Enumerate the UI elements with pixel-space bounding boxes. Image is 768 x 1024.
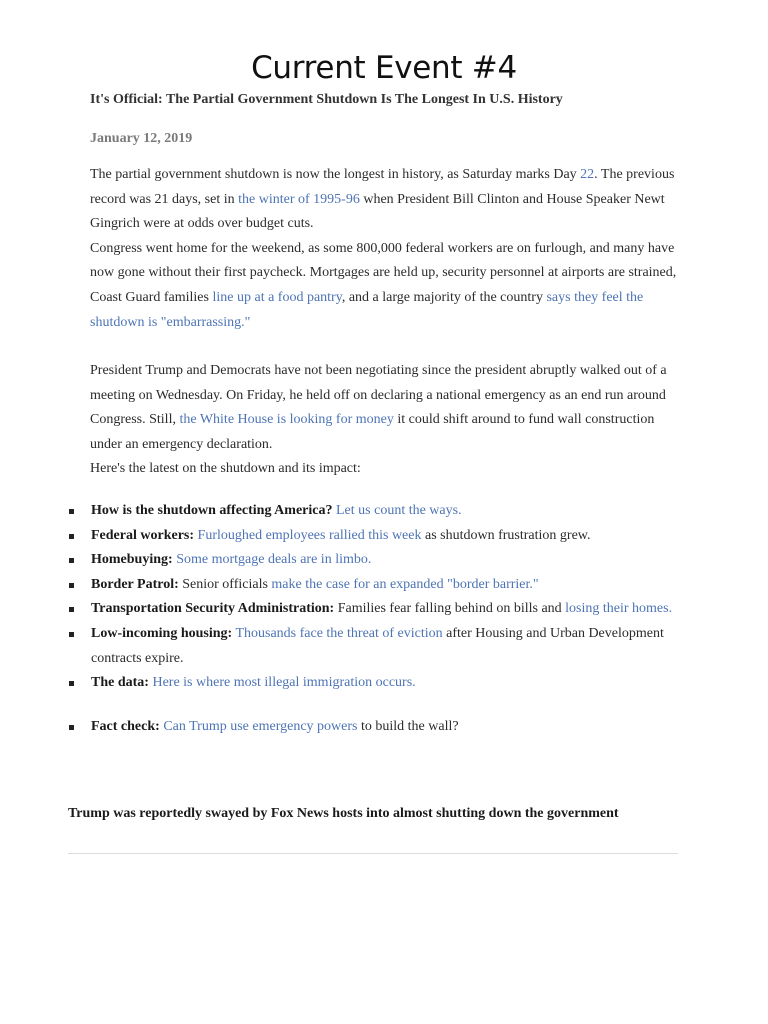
text: . The previous record was 21 days, set in bbox=[90, 167, 675, 207]
text: it could shift around to fund wall construction under an emergency declaration. bbox=[90, 412, 655, 452]
text: President Trump and Democrats have not been negotiating since the president abruptly walked out of a meeting on Wednesday. On Friday, he held off on declaring a national emergency as an end run around Congress. Still, bbox=[90, 363, 667, 428]
bullet-square-icon bbox=[69, 725, 74, 730]
paragraph-negotiations bbox=[90, 359, 680, 482]
document-title: Current Event #4 bbox=[251, 50, 517, 86]
text: , and a large majority of the country bbox=[341, 289, 547, 305]
list-item bbox=[66, 671, 676, 696]
text: Here's the latest on the shutdown and its impact: bbox=[90, 461, 361, 477]
bullet-label: Fact check: bbox=[91, 718, 160, 734]
paragraph-intro bbox=[90, 163, 680, 335]
article-headline: It's Official: The Partial Government Shutdown Is The Longest In U.S. History bbox=[90, 92, 563, 107]
furloughed-rally-link[interactable]: Furloughed employees rallied this week bbox=[197, 527, 422, 543]
text: Congress went home for the weekend, as some 800,000 federal workers are on furlough, and many have now gone without their first paycheck. Mortgages are held up, security personnel at airports are strained, Coast Guard families bbox=[90, 240, 677, 305]
bullet-label: Federal workers: bbox=[91, 527, 195, 543]
list-item bbox=[66, 524, 676, 549]
list-item bbox=[66, 622, 676, 671]
illegal-immigration-link[interactable]: Here is where most illegal immigration occurs. bbox=[152, 675, 416, 691]
bullet-text: Families fear falling behind on bills and bbox=[337, 601, 566, 617]
bullet-label: Border Patrol: bbox=[91, 576, 179, 592]
bullet-text: as shutdown frustration grew. bbox=[421, 527, 591, 543]
list-item bbox=[66, 715, 676, 740]
food-pantry-link[interactable]: line up at a food pantry bbox=[212, 289, 342, 305]
eviction-threat-link[interactable]: Thousands face the threat of eviction bbox=[235, 625, 443, 641]
impact-bullet-list bbox=[66, 499, 676, 739]
embarrassing-link[interactable]: says they feel the shutdown is "embarrassing." bbox=[90, 289, 644, 330]
bullet-square-icon bbox=[69, 509, 74, 514]
border-barrier-link[interactable]: make the case for an expanded "border barrier." bbox=[271, 576, 539, 592]
bullet-text: to build the wall? bbox=[357, 718, 459, 734]
emergency-powers-link[interactable]: Can Trump use emergency powers bbox=[163, 718, 358, 734]
bullet-label: The data: bbox=[91, 675, 149, 691]
bullet-text: after Housing and Urban Development contracts expire. bbox=[91, 625, 664, 666]
bullet-text: Senior officials bbox=[182, 576, 272, 592]
count-the-ways-link[interactable]: Let us count the ways. bbox=[336, 503, 462, 518]
list-item bbox=[66, 548, 676, 573]
bullet-square-icon bbox=[69, 632, 74, 637]
list-item bbox=[66, 597, 676, 622]
list-item bbox=[66, 573, 676, 598]
bullet-label: How is the shutdown affecting America? bbox=[91, 503, 333, 518]
mortgage-limbo-link[interactable]: Some mortgage deals are in limbo. bbox=[176, 552, 372, 568]
winter-1995-link[interactable]: the winter of 1995-96 bbox=[238, 191, 360, 207]
day-22-link[interactable]: 22 bbox=[580, 167, 595, 182]
bullet-label: Low-incoming housing: bbox=[91, 625, 233, 641]
divider bbox=[68, 853, 678, 854]
bullet-label: Homebuying: bbox=[91, 552, 173, 568]
losing-homes-link[interactable]: losing their homes. bbox=[565, 601, 673, 617]
text: when President Bill Clinton and House Speaker Newt Gingrich were at odds over budget cuts. bbox=[90, 191, 665, 232]
bullet-label: Transportation Security Administration: bbox=[91, 601, 335, 617]
bullet-square-icon bbox=[69, 681, 74, 686]
bullet-square-icon bbox=[69, 558, 74, 563]
bullet-square-icon bbox=[69, 534, 74, 539]
list-item bbox=[66, 499, 676, 524]
article-date: January 12, 2019 bbox=[90, 131, 193, 146]
bullet-square-icon bbox=[69, 607, 74, 612]
bullet-square-icon bbox=[69, 583, 74, 588]
white-house-money-link[interactable]: the White House is looking for money bbox=[179, 412, 394, 428]
related-headline: Trump was reportedly swayed by Fox News hosts into almost shutting down the government bbox=[68, 806, 619, 821]
text: The partial government shutdown is now the longest in history, as Saturday marks Day bbox=[90, 167, 581, 182]
